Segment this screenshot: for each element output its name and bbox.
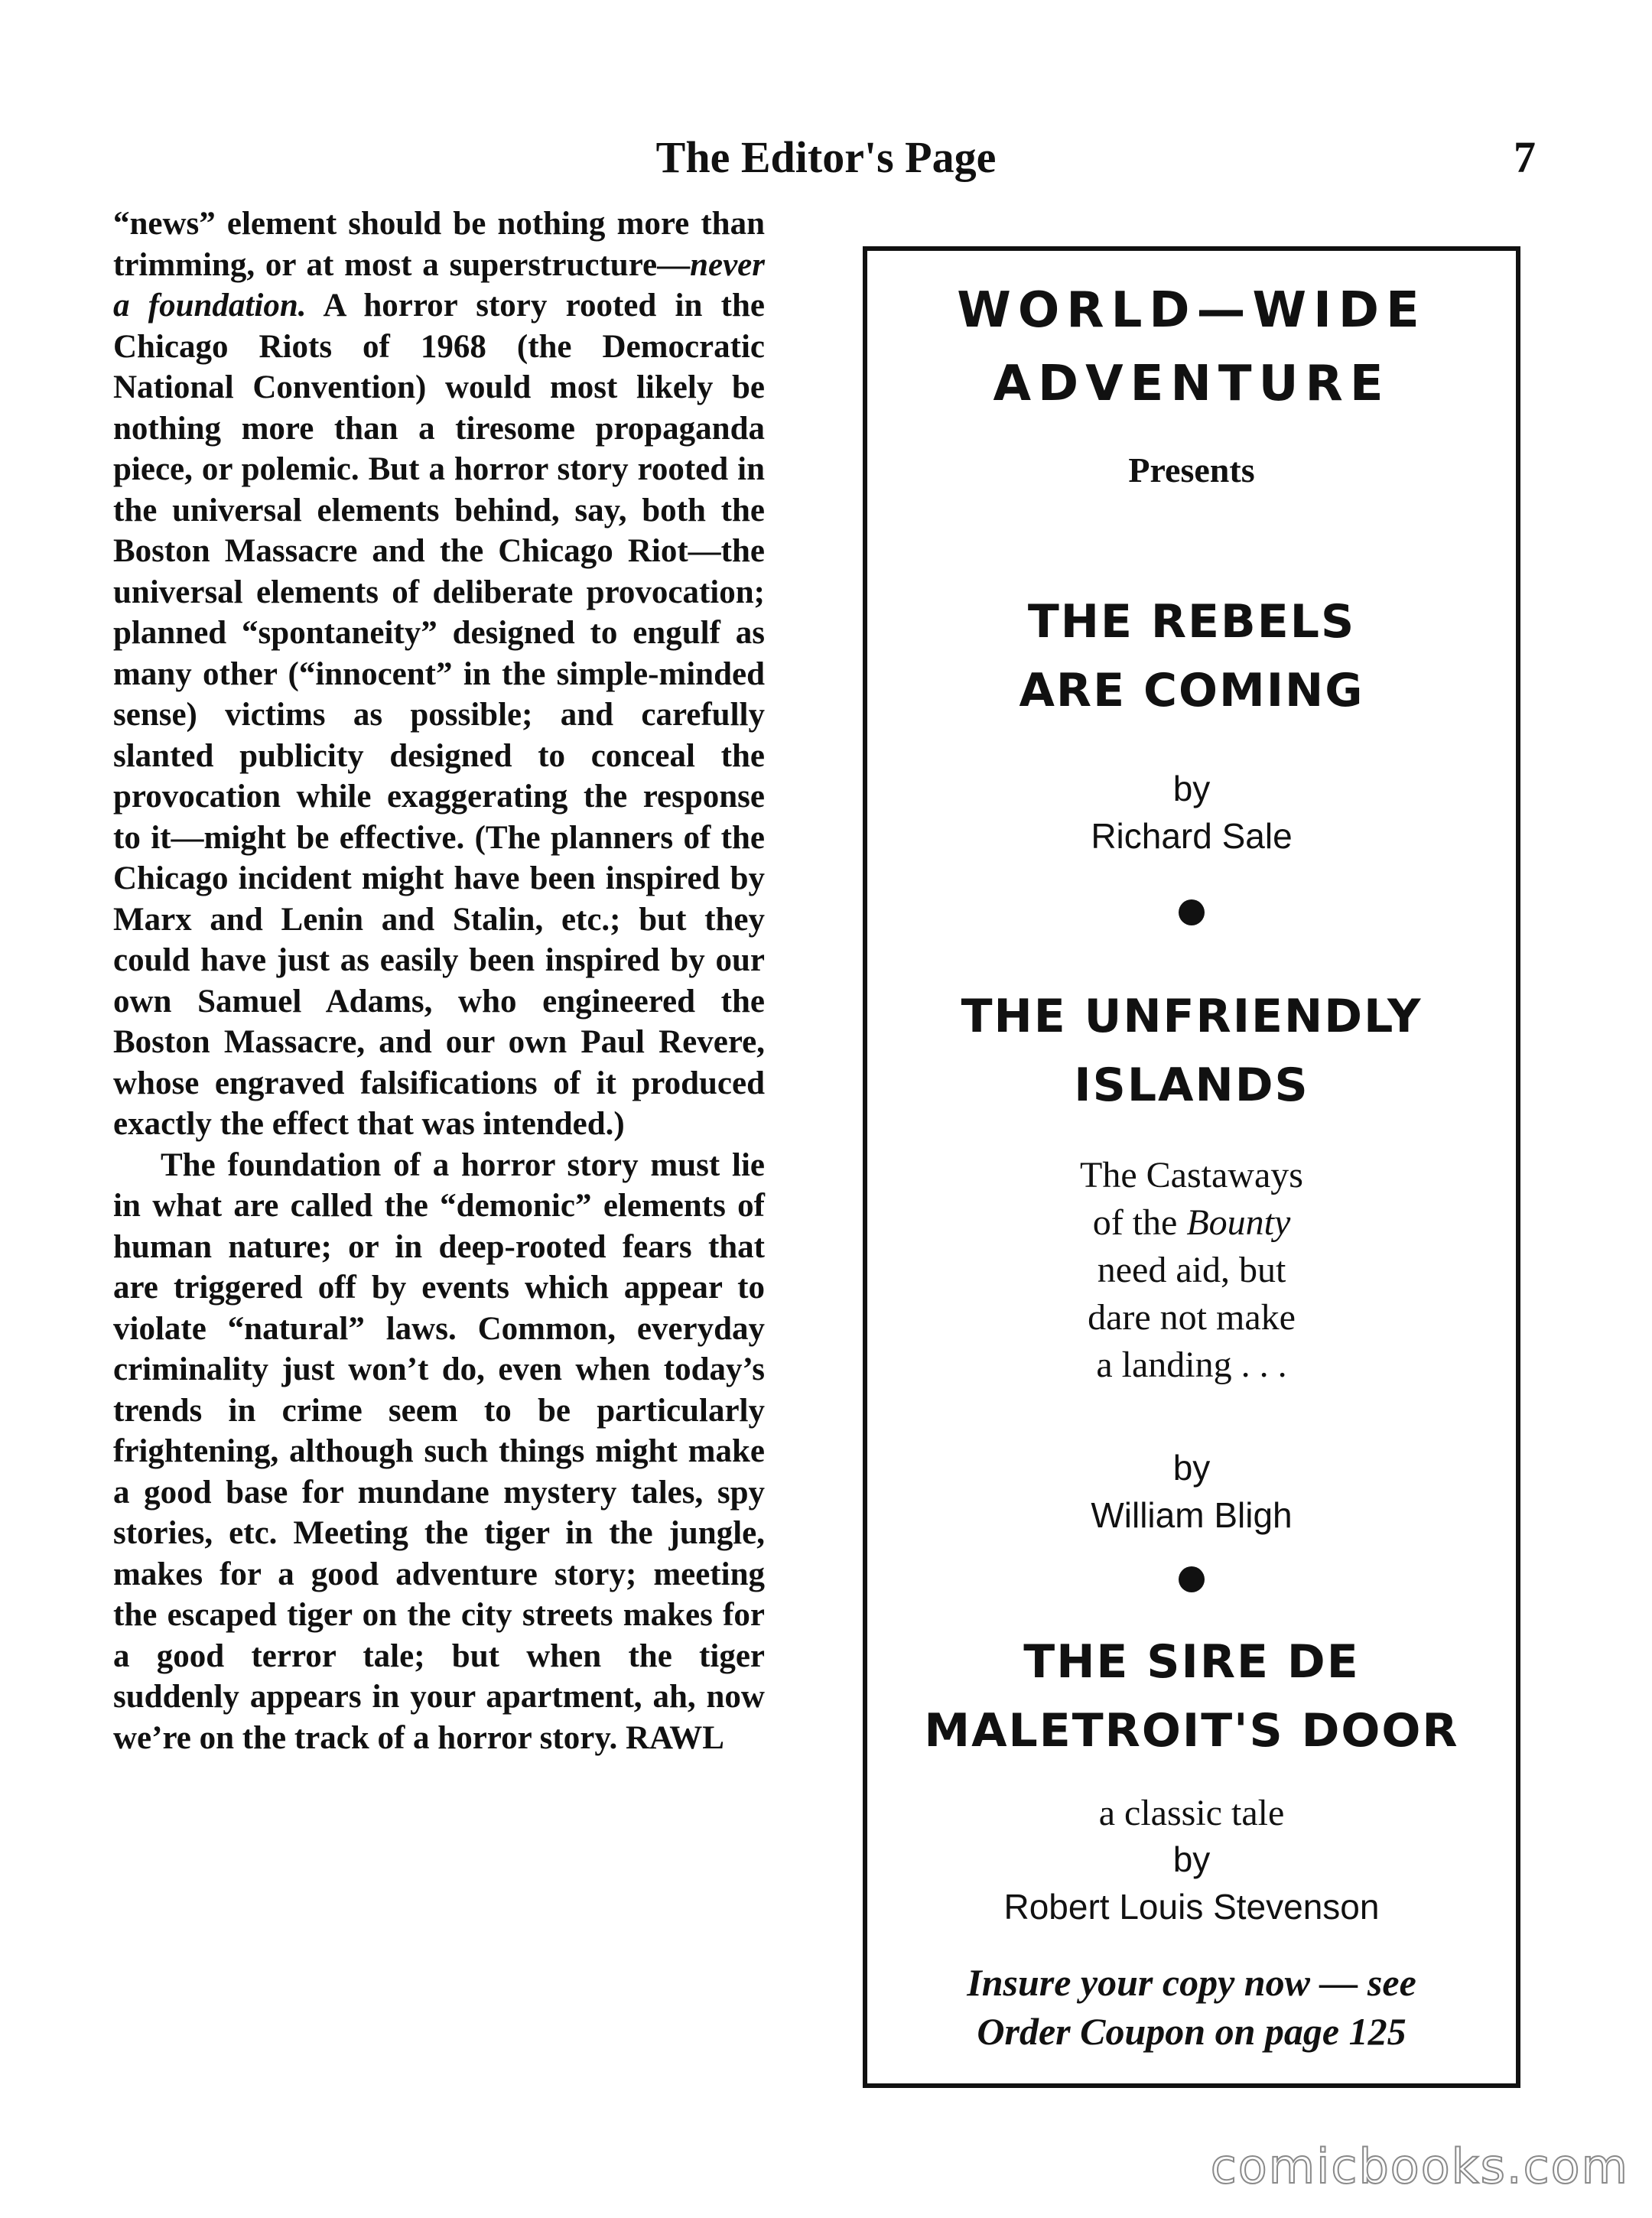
running-title: The Editor's Page [655,132,997,182]
separator-bullet-2 [1179,1566,1205,1592]
paragraph-2-text: The foundation of a horror story must lie in what are called the “demonic” elements of human nature; or in deep-rooted fears that are triggered off by events which appear to violate “natural” laws. Common, everyday criminality just won’t do, even when today’s trends in crime seem to be particularly frightening, although such things might make a good base for mundane mystery tales, spy stories, etc. Meeting the tiger in the jungle, makes for a good adventure story; meeting the escaped tiger on the city streets makes for a good terror tale; but when the tiger suddenly appears in your apartment, ah, now we’re on the track of a horror story. [113,1146,765,1756]
story-1-author: Richard Sale [1091,816,1293,856]
blurb-line-3: need aid, but [1097,1250,1286,1290]
story-2-byline [867,1444,1516,1539]
story-2-author: William Bligh [1091,1495,1293,1535]
blurb-line-2-italic: Bounty [1186,1202,1291,1243]
blurb-line-1: The Castaways [1080,1155,1303,1195]
watermark: comicbooks.com [1210,2138,1629,2194]
story-1-title-line-2: ARE COMING [1019,664,1364,717]
story-2-by: by [1172,1448,1211,1488]
paragraph-1-rest: A horror story rooted in the Chicago Riots of 1968 (the Democratic National Convention) would most likely be nothing more than a tiresome propaganda piece, or polemic. But a horror story rooted in the universal elements behind, say, both the Boston Massacre and the Chicago Riot—the universal elements of deliberate provocation; planned “spontaneity” designed to engulf as many other (“innocent” in the simple-minded sense) victims as possible; and carefully slanted publicity designed to conceal the provocation while exaggerating the response to it—might be effective. (The planners of the Chicago incident might have been inspired by Marx and Lenin and Stalin, etc.; but they could have just as easily been inspired by our own Samuel Adams, who engineered the Boston Massacre, and our own Paul Revere, whose engraved falsifications of it produced exactly the effect that was intended.) [113,288,765,1142]
story-3-byline [867,1836,1516,1930]
story-3-title-line-2: MALETROIT'S DOOR [924,1704,1459,1758]
order-line-2: Order Coupon on page 125 [977,2010,1406,2053]
story-2-title [867,982,1516,1120]
story-1-byline [867,765,1516,860]
blurb-line-4: dare not make [1088,1297,1296,1338]
story-3-title [867,1628,1516,1765]
story-2-blurb [867,1152,1516,1389]
story-2-title-line-1: THE UNFRIENDLY [961,990,1423,1043]
story-3-by: by [1172,1839,1211,1879]
story-1-title [867,587,1516,725]
masthead-line-1: WORLD—WIDE [957,282,1426,339]
blurb-line-2 [867,1199,1516,1247]
paragraph-1-italic: never a foundation. [113,246,765,324]
blurb-line-5: a landing . . . [1096,1345,1287,1385]
presents-label: Presents [1128,450,1255,489]
order-line-1: Insure your copy now — see [967,1961,1416,2004]
advertisement-box [863,246,1520,2088]
separator-bullet-1 [1179,899,1205,925]
story-2-title-line-2: ISLANDS [1074,1059,1309,1112]
signature: RAWL [625,1719,724,1756]
editorial-paragraph-2 [113,1145,765,1759]
story-1-by: by [1172,769,1211,808]
story-3-author: Robert Louis Stevenson [1003,1887,1380,1927]
page-number: 7 [1514,132,1536,182]
editorial-paragraph-1 [113,203,765,1145]
story-1-title-line-1: THE REBELS [1027,595,1356,649]
story-3-blurb: a classic tale [1098,1793,1285,1833]
paragraph-1-text: “news” element should be nothing more than trimming, or at most a superstructure— [113,206,765,283]
blurb-line-2-text: of the [1092,1202,1187,1243]
ad-masthead [867,274,1516,421]
order-note [867,1958,1516,2056]
story-3-title-line-1: THE SIRE DE [1023,1635,1360,1689]
editorial-column [113,203,765,1758]
masthead-line-2: ADVENTURE [993,356,1390,412]
